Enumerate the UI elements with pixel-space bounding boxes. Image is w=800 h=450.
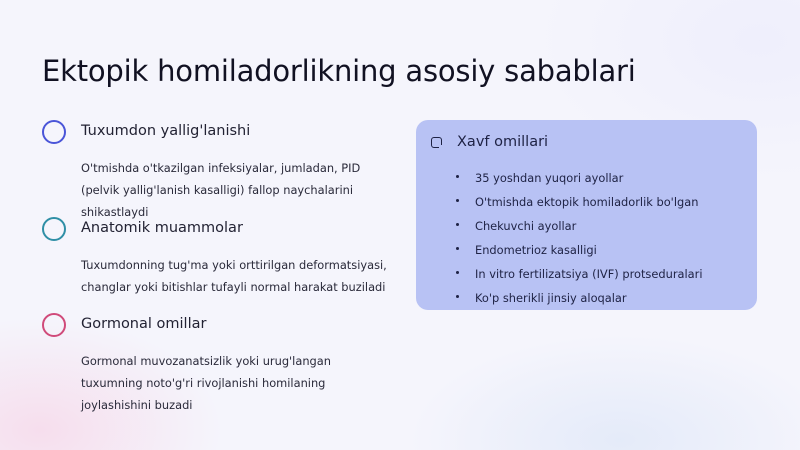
risk-list-item (456, 238, 702, 262)
bullet-icon (456, 247, 459, 250)
risk-panel-title: Xavf omillari (457, 134, 549, 150)
risk-list-item (456, 190, 702, 214)
risk-item-text: Ko'p sherikli jinsiy aloqalar (475, 291, 627, 305)
bullet-icon (456, 199, 459, 202)
risk-list-item (456, 214, 702, 238)
risk-list-item (456, 166, 702, 190)
bullet-icon (456, 175, 459, 178)
circle-icon (42, 217, 66, 241)
risk-item-text: 35 yoshdan yuqori ayollar (475, 171, 624, 185)
cause-heading: Anatomik muammolar (81, 220, 243, 236)
risk-item-text: Endometrioz kasalligi (475, 243, 597, 257)
risk-item-text: In vitro fertilizatsiya (IVF) protseduralari (475, 267, 703, 281)
cause-heading: Tuxumdon yallig'lanishi (81, 123, 251, 139)
risk-item-text: Chekuvchi ayollar (475, 219, 577, 233)
note-icon (431, 137, 442, 148)
bullet-icon (456, 271, 459, 274)
cause-description: Gormonal muvozanatsizlik yoki urug'langan tuxumning noto'g'ri rivojlanishi homilaning joylashishini buzadi (81, 354, 331, 412)
bullet-icon (456, 223, 459, 226)
bullet-icon (456, 295, 459, 298)
cause-description: Tuxumdonning tug'ma yoki orttirilgan deformatsiyasi, changlar yoki bitishlar tufayli normal harakat buziladi (81, 258, 387, 294)
cause-description: O'tmishda o'tkazilgan infeksiyalar, jumladan, PID (pelvik yallig'lanish kasalligi) fallop naychalarini shikastlaydi (81, 161, 361, 219)
risk-item-text: O'tmishda ektopik homiladorlik bo'lgan (475, 195, 699, 209)
risk-list-item (456, 262, 702, 286)
slide-title: Ektopik homiladorlikning asosiy sabablari (42, 54, 636, 88)
cause-heading: Gormonal omillar (81, 316, 207, 332)
risk-list (456, 166, 702, 310)
risk-factors-panel (416, 120, 757, 310)
circle-icon (42, 120, 66, 144)
risk-list-item (456, 286, 702, 310)
circle-icon (42, 313, 66, 337)
